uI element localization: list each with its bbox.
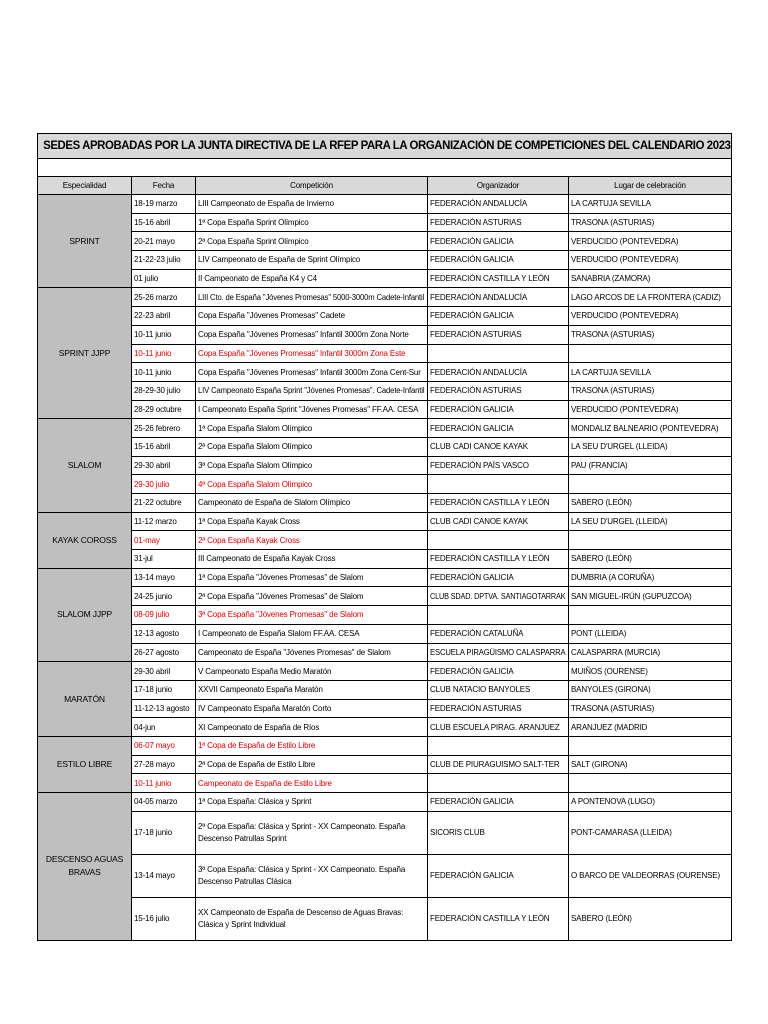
- fecha-cell: 08-09 julio: [132, 606, 196, 625]
- competicion-cell: 3ª Copa España: Clásica y Sprint - XX Campeonato. España Descenso Patrullas Clásica: [196, 854, 428, 897]
- especialidad-cell: ESTILO LIBRE: [38, 736, 132, 792]
- lugar-cell: LA CARTUJA SEVILLA: [569, 195, 732, 214]
- lugar-cell: VERDUCIDO (PONTEVEDRA): [569, 400, 732, 419]
- fecha-cell: 13-14 mayo: [132, 568, 196, 587]
- competicion-cell: 4ª Copa España Slalom Olímpico: [196, 475, 428, 494]
- organizador-cell: FEDERACIÓN CATALUÑA: [428, 624, 569, 643]
- header-organizador: Organizador: [428, 177, 569, 195]
- competicion-cell: XI Campeonato de España de Ríos: [196, 718, 428, 737]
- organizador-cell: FEDERACIÓN GALICIA: [428, 251, 569, 270]
- competicion-cell: 2ª Copa España Kayak Cross: [196, 531, 428, 550]
- organizador-cell: FEDERACIÓN GALICIA: [428, 419, 569, 438]
- organizador-cell: [428, 531, 569, 550]
- organizador-cell: FEDERACIÓN ASTURIAS: [428, 325, 569, 344]
- header-especialidad: Especialidad: [38, 177, 132, 195]
- fecha-cell: 17-18 junio: [132, 680, 196, 699]
- competicion-cell: XX Campeonato de España de Descenso de Aguas Bravas: Clásica y Sprint Individual: [196, 897, 428, 940]
- fecha-cell: 31-jul: [132, 550, 196, 569]
- table-row: [38, 494, 732, 513]
- lugar-cell: TRASONA (ASTURIAS): [569, 325, 732, 344]
- competicion-cell: 2ª Copa de España de Estilo Libre: [196, 755, 428, 774]
- table-row: [38, 680, 732, 699]
- organizador-cell: FEDERACIÓN GALICIA: [428, 854, 569, 897]
- organizador-cell: FEDERACIÓN ANDALUCÍA: [428, 363, 569, 382]
- lugar-cell: TRASONA (ASTURIAS): [569, 699, 732, 718]
- competicion-cell: 1ª Copa España: Clásica y Sprint: [196, 793, 428, 812]
- lugar-cell: VERDUCIDO (PONTEVEDRA): [569, 232, 732, 251]
- lugar-cell: SABERO (LEÓN): [569, 897, 732, 940]
- lugar-cell: [569, 344, 732, 363]
- competicion-cell: Campeonato de España "Jóvenes Promesas" de Slalom: [196, 643, 428, 662]
- fecha-cell: 10-11 junio: [132, 363, 196, 382]
- table-row: [38, 587, 732, 606]
- competicion-cell: Copa España "Jóvenes Promesas" Infantil 3000m Zona Este: [196, 344, 428, 363]
- organizador-cell: CLUB DE PIURAGUISMO SALT-TER: [428, 755, 569, 774]
- header-fecha: Fecha: [132, 177, 196, 195]
- lugar-cell: [569, 736, 732, 755]
- organizador-cell: [428, 344, 569, 363]
- competicion-cell: 1ª Copa España Slalom Olímpico: [196, 419, 428, 438]
- table-row: [38, 699, 732, 718]
- table-row: [38, 195, 732, 214]
- competicion-cell: 1ª Copa España "Jóvenes Promesas" de Slalom: [196, 568, 428, 587]
- fecha-cell: 20-21 mayo: [132, 232, 196, 251]
- page-title: SEDES APROBADAS POR LA JUNTA DIRECTIVA DE LA RFEP PARA LA ORGANIZACIÓN DE COMPETICIONES DEL CALENDARIO 2023: [38, 134, 732, 159]
- table-row: [38, 400, 732, 419]
- table-row: [38, 288, 732, 307]
- fecha-cell: 04-jun: [132, 718, 196, 737]
- organizador-cell: FEDERACIÓN CASTILLA Y LEÓN: [428, 494, 569, 513]
- table-row: [38, 213, 732, 232]
- organizador-cell: CLUB NATACIO BANYOLES: [428, 680, 569, 699]
- table-row: [38, 232, 732, 251]
- table-row: [38, 307, 732, 326]
- competicion-cell: I Campeonato España Sprint "Jóvenes Promesas" FF.AA. CESA: [196, 400, 428, 419]
- especialidad-cell: SLALOM: [38, 419, 132, 512]
- fecha-cell: 17-18 junio: [132, 811, 196, 854]
- calendar-sheet: [37, 133, 732, 941]
- fecha-cell: 25-26 marzo: [132, 288, 196, 307]
- lugar-cell: VERDUCIDO (PONTEVEDRA): [569, 251, 732, 270]
- lugar-cell: SABERO (LEÓN): [569, 494, 732, 513]
- competicion-cell: XXVII Campeonato España Maratón: [196, 680, 428, 699]
- especialidad-cell: SLALOM JJPP: [38, 568, 132, 661]
- table-row: [38, 774, 732, 793]
- organizador-cell: FEDERACIÓN CASTILLA Y LEÓN: [428, 897, 569, 940]
- competicion-cell: LIII Cto. de España "Jóvenes Promesas" 5000-3000m Cadete-Infantil: [196, 288, 428, 307]
- header-competicion: Competición: [196, 177, 428, 195]
- organizador-cell: CLUB CADI CANOE KAYAK: [428, 512, 569, 531]
- lugar-cell: CALASPARRA (MURCIA): [569, 643, 732, 662]
- fecha-cell: 13-14 mayo: [132, 854, 196, 897]
- fecha-cell: 27-28 mayo: [132, 755, 196, 774]
- table-row: [38, 662, 732, 681]
- lugar-cell: LA SEU D'URGEL (LLEIDA): [569, 437, 732, 456]
- lugar-cell: LA SEU D'URGEL (LLEIDA): [569, 512, 732, 531]
- organizador-cell: FEDERACIÓN CASTILLA Y LEÓN: [428, 550, 569, 569]
- table-row: [38, 456, 732, 475]
- lugar-cell: LA CARTUJA SEVILLA: [569, 363, 732, 382]
- competitions-table: [37, 133, 732, 941]
- table-row: [38, 381, 732, 400]
- lugar-cell: SANABRIA (ZAMORA): [569, 269, 732, 288]
- competicion-cell: II Campeonato de España K4 y C4: [196, 269, 428, 288]
- organizador-cell: FEDERACIÓN CASTILLA Y LEÓN: [428, 269, 569, 288]
- competicion-cell: 2ª Copa España Sprint Olímpico: [196, 232, 428, 251]
- table-row: [38, 550, 732, 569]
- fecha-cell: 28-29 octubre: [132, 400, 196, 419]
- organizador-cell: [428, 736, 569, 755]
- especialidad-cell: MARATÓN: [38, 662, 132, 737]
- competicion-cell: LIV Campeonato España Sprint "Jóvenes Promesas". Cadete-Infantil: [196, 381, 428, 400]
- competicion-cell: 2ª Copa España "Jóvenes Promesas" de Slalom: [196, 587, 428, 606]
- lugar-cell: [569, 774, 732, 793]
- table-row: [38, 344, 732, 363]
- competicion-cell: III Campeonato de España Kayak Cross: [196, 550, 428, 569]
- table-row: [38, 475, 732, 494]
- fecha-cell: 24-25 junio: [132, 587, 196, 606]
- fecha-cell: 15-16 julio: [132, 897, 196, 940]
- lugar-cell: PONT (LLEIDA): [569, 624, 732, 643]
- organizador-cell: CLUB SDAD. DPTVA. SANTIAGOTARRAK: [428, 587, 569, 606]
- fecha-cell: 21-22-23 julio: [132, 251, 196, 270]
- competicion-cell: 1ª Copa España Kayak Cross: [196, 512, 428, 531]
- organizador-cell: FEDERACIÓN ASTURIAS: [428, 699, 569, 718]
- fecha-cell: 10-11 junio: [132, 344, 196, 363]
- fecha-cell: 28-29-30 julio: [132, 381, 196, 400]
- lugar-cell: [569, 475, 732, 494]
- lugar-cell: O BARCO DE VALDEORRAS (OURENSE): [569, 854, 732, 897]
- organizador-cell: FEDERACIÓN PAÍS VASCO: [428, 456, 569, 475]
- lugar-cell: MUIÑOS (OURENSE): [569, 662, 732, 681]
- fecha-cell: 15-16 abril: [132, 213, 196, 232]
- organizador-cell: FEDERACIÓN ASTURIAS: [428, 213, 569, 232]
- competicion-cell: LIII Campeonato de España de Invierno: [196, 195, 428, 214]
- especialidad-cell: SPRINT: [38, 195, 132, 288]
- fecha-cell: 21-22 octubre: [132, 494, 196, 513]
- organizador-cell: CLUB CADI CANOE KAYAK: [428, 437, 569, 456]
- lugar-cell: SABERO (LEÓN): [569, 550, 732, 569]
- organizador-cell: FEDERACIÓN GALICIA: [428, 307, 569, 326]
- table-row: [38, 643, 732, 662]
- fecha-cell: 04-05 marzo: [132, 793, 196, 812]
- organizador-cell: FEDERACIÓN ANDALUCÍA: [428, 288, 569, 307]
- lugar-cell: SAN MIGUEL-IRÚN (GUPUZCOA): [569, 587, 732, 606]
- lugar-cell: MONDALIZ BALNEARIO (PONTEVEDRA): [569, 419, 732, 438]
- organizador-cell: FEDERACIÓN GALICIA: [428, 400, 569, 419]
- organizador-cell: FEDERACIÓN GALICIA: [428, 662, 569, 681]
- table-row: [38, 793, 732, 812]
- lugar-cell: PAU (FRANCIA): [569, 456, 732, 475]
- organizador-cell: FEDERACIÓN GALICIA: [428, 568, 569, 587]
- competicion-cell: 1ª Copa de España de Estilo Libre: [196, 736, 428, 755]
- organizador-cell: SICORIS CLUB: [428, 811, 569, 854]
- table-row: [38, 568, 732, 587]
- lugar-cell: [569, 606, 732, 625]
- organizador-cell: FEDERACIÓN ASTURIAS: [428, 381, 569, 400]
- table-row: [38, 437, 732, 456]
- header-lugar: Lugar de celebración: [569, 177, 732, 195]
- fecha-cell: 12-13 agosto: [132, 624, 196, 643]
- table-row: [38, 531, 732, 550]
- table-row: [38, 736, 732, 755]
- organizador-cell: [428, 475, 569, 494]
- lugar-cell: A PONTENOVA (LUGO): [569, 793, 732, 812]
- especialidad-cell: SPRINT JJPP: [38, 288, 132, 419]
- table-row: [38, 624, 732, 643]
- fecha-cell: 01 julio: [132, 269, 196, 288]
- fecha-cell: 29-30 julio: [132, 475, 196, 494]
- table-row: [38, 854, 732, 897]
- organizador-cell: CLUB ESCUELA PIRAG. ARANJUEZ: [428, 718, 569, 737]
- table-row: [38, 419, 732, 438]
- table-row: [38, 512, 732, 531]
- lugar-cell: LAGO ARCOS DE LA FRONTERA (CADIZ): [569, 288, 732, 307]
- organizador-cell: FEDERACIÓN ANDALUCÍA: [428, 195, 569, 214]
- table-row: [38, 897, 732, 940]
- table-row: [38, 325, 732, 344]
- organizador-cell: ESCUELA PIRAGÜISMO CALASPARRA: [428, 643, 569, 662]
- fecha-cell: 18-19 marzo: [132, 195, 196, 214]
- lugar-cell: ARANJUEZ (MADRID: [569, 718, 732, 737]
- blank-row: [38, 159, 732, 177]
- fecha-cell: 11-12 marzo: [132, 512, 196, 531]
- fecha-cell: 10-11 junio: [132, 325, 196, 344]
- lugar-cell: DUMBRIA (A CORUÑA): [569, 568, 732, 587]
- fecha-cell: 10-11 junio: [132, 774, 196, 793]
- table-row: [38, 251, 732, 270]
- table-row: [38, 718, 732, 737]
- fecha-cell: 25-26 febrero: [132, 419, 196, 438]
- competicion-cell: LIV Campeonato de España de Sprint Olímpico: [196, 251, 428, 270]
- table-row: [38, 606, 732, 625]
- fecha-cell: 01-may: [132, 531, 196, 550]
- organizador-cell: [428, 606, 569, 625]
- lugar-cell: PONT-CAMARASA (LLEIDA): [569, 811, 732, 854]
- table-row: [38, 363, 732, 382]
- lugar-cell: TRASONA (ASTURIAS): [569, 213, 732, 232]
- competicion-cell: 3ª Copa España Slalom Olímpico: [196, 456, 428, 475]
- organizador-cell: FEDERACIÓN GALICIA: [428, 793, 569, 812]
- organizador-cell: [428, 774, 569, 793]
- lugar-cell: [569, 531, 732, 550]
- competicion-cell: Copa España "Jóvenes Promesas" Cadete: [196, 307, 428, 326]
- fecha-cell: 26-27 agosto: [132, 643, 196, 662]
- fecha-cell: 11-12-13 agosto: [132, 699, 196, 718]
- competicion-cell: Campeonato de España de Estilo Libre: [196, 774, 428, 793]
- fecha-cell: 29-30 abril: [132, 662, 196, 681]
- competicion-cell: I Campeonato de España Slalom FF.AA. CESA: [196, 624, 428, 643]
- table-row: [38, 755, 732, 774]
- fecha-cell: 29-30 abril: [132, 456, 196, 475]
- competicion-cell: Copa España "Jóvenes Promesas" Infantil 3000m Zona Cent-Sur: [196, 363, 428, 382]
- competicion-cell: 3ª Copa España "Jóvenes Promesas" de Slalom: [196, 606, 428, 625]
- lugar-cell: BANYOLES (GIRONA): [569, 680, 732, 699]
- title-row: [38, 134, 732, 159]
- competicion-cell: Campeonato de España de Slalom Olímpico: [196, 494, 428, 513]
- lugar-cell: TRASONA (ASTURIAS): [569, 381, 732, 400]
- lugar-cell: SALT (GIRONA): [569, 755, 732, 774]
- fecha-cell: 06-07 mayo: [132, 736, 196, 755]
- fecha-cell: 22-23 abril: [132, 307, 196, 326]
- competicion-cell: 2ª Copa España Slalom Olímpico: [196, 437, 428, 456]
- competicion-cell: IV Campeonato España Maratón Corto: [196, 699, 428, 718]
- especialidad-cell: DESCENSO AGUAS BRAVAS: [38, 793, 132, 941]
- competicion-cell: Copa España "Jóvenes Promesas" Infantil 3000m Zona Norte: [196, 325, 428, 344]
- lugar-cell: VERDUCIDO (PONTEVEDRA): [569, 307, 732, 326]
- competicion-cell: 1ª Copa España Sprint Olímpico: [196, 213, 428, 232]
- especialidad-cell: KAYAK COROSS: [38, 512, 132, 568]
- competicion-cell: 2ª Copa España: Clásica y Sprint - XX Campeonato. España Descenso Patrullas Sprint: [196, 811, 428, 854]
- header-row: [38, 177, 732, 195]
- table-row: [38, 269, 732, 288]
- organizador-cell: FEDERACIÓN GALICIA: [428, 232, 569, 251]
- fecha-cell: 15-16 abril: [132, 437, 196, 456]
- blank-cell: [38, 159, 732, 177]
- competicion-cell: V Campeonato España Medio Maratón: [196, 662, 428, 681]
- table-row: [38, 811, 732, 854]
